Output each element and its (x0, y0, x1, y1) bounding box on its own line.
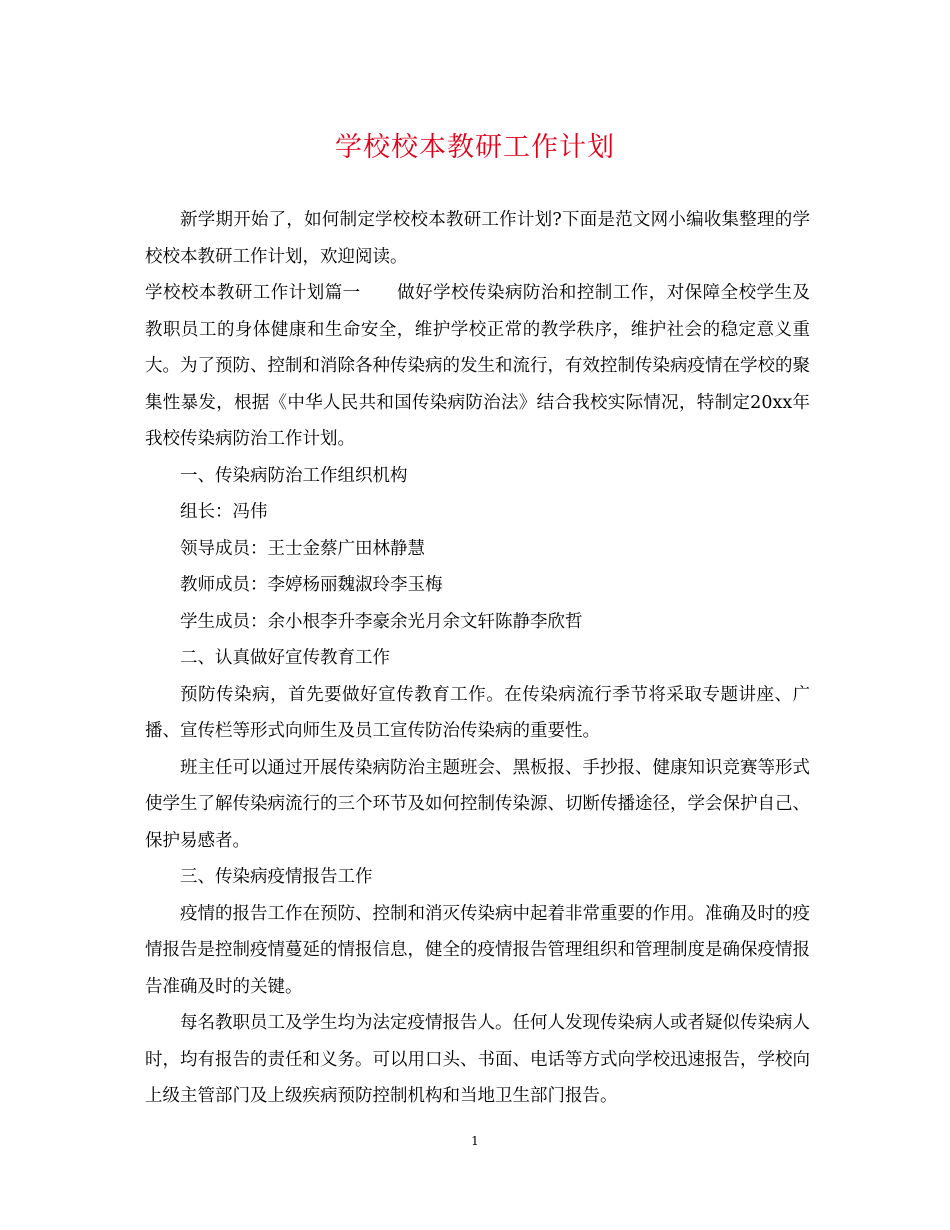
page-number: 1 (471, 1134, 479, 1148)
publicity-paragraph-1: 预防传染病，首先要做好宣传教育工作。在传染病流行季节将采取专题讲座、广播、宣传栏等形式向师生及员工宣传防治传染病的重要性。 (145, 684, 810, 741)
heading-reporting: 三、传染病疫情报告工作 (180, 867, 373, 887)
document-body (145, 202, 810, 1115)
heading-publicity: 二、认真做好宣传教育工作 (180, 648, 390, 668)
heading-organization: 一、传染病防治工作组织机构 (180, 465, 408, 486)
teacher-members-line: 教师成员：李婷杨丽魏淑玲李玉梅 (180, 575, 443, 595)
reporting-paragraph-2: 每名教职员工及学生均为法定疫情报告人。任何人发现传染病人或者疑似传染病人时，均有报告的责任和义务。可以用口头、书面、电话等方式向学校迅速报告，学校向上级主管部门及上级疾病预防控制机构和当地卫生部门报告。 (145, 1013, 810, 1106)
student-members-line: 学生成员：余小根李升李豪余光月余文轩陈静李欣哲 (180, 611, 583, 632)
intro-paragraph: 新学期开始了，如何制定学校校本教研工作计划?下面是范文网小编收集整理的学校校本教研工作计划，欢迎阅读。 (145, 210, 810, 267)
leader-line: 组长：冯伟 (180, 502, 268, 522)
document-title: 学校校本教研工作计划 (335, 132, 615, 163)
section-paragraph (145, 275, 810, 458)
section-lead: 做好学校传染病防治和控制工作，对保障全校学生及教职员工的身体健康和生命安全，维护学校正常的教学秩序，维护社会的稳定意义重大。为了预防、控制和消除各种传染病的发生和流行，有效控制传染病疫情在学校的聚集性暴发，根据《中华人民共和国传染病防治法》结合我校实际情况，特制定20xx年我校传染病防治工作计划。 (145, 283, 810, 449)
leading-members-line: 领导成员：王士金蔡广田林静慧 (180, 538, 425, 559)
publicity-paragraph-2: 班主任可以通过开展传染病防治主题班会、黑板报、手抄报、健康知识竞赛等形式使学生了解传染病流行的三个环节及如何控制传染源、切断传播途径，学会保护自己、保护易感者。 (145, 757, 810, 851)
reporting-paragraph-1: 疫情的报告工作在预防、控制和消灭传染病中起着非常重要的作用。准确及时的疫情报告是控制疫情蔓延的情报信息，健全的疫情报告管理组织和管理制度是确保疫情报告准确及时的关键。 (145, 903, 810, 997)
section-label: 学校校本教研工作计划篇一 (145, 283, 361, 303)
